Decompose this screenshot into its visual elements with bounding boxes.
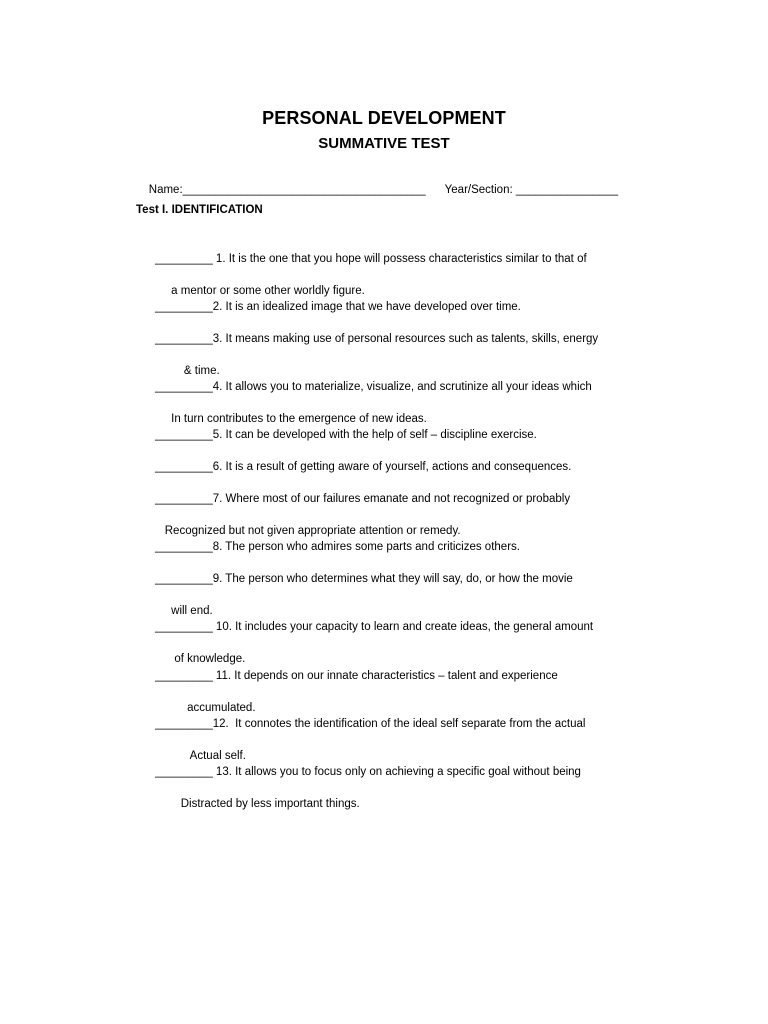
question-line: _________12. It connotes the identification of the ideal self separate from the actual bbox=[155, 718, 586, 730]
question-line: _________9. The person who determines what they will say, do, or how the movie bbox=[155, 573, 573, 585]
question-continuation: In turn contributes to the emergence of new ideas. bbox=[136, 413, 427, 425]
question-line: _________7. Where most of our failures emanate and not recognized or probably bbox=[155, 493, 571, 505]
question-continuation: a mentor or some other worldly figure. bbox=[136, 285, 365, 297]
question-line: _________ 11. It depends on our innate characteristics – talent and experience bbox=[155, 670, 558, 682]
question-continuation: Distracted by less important things. bbox=[136, 798, 360, 810]
page-subtitle: SUMMATIVE TEST bbox=[318, 135, 450, 152]
question-line: _________4. It allows you to materialize, visualize, and scrutinize all your ideas which bbox=[155, 381, 592, 393]
question-line: _________2. It is an idealized image that we have developed over time. bbox=[155, 301, 521, 313]
question-line: _________ 13. It allows you to focus only on achieving a specific goal without being bbox=[155, 766, 581, 778]
question-line: _________ 10. It includes your capacity to learn and create ideas, the general amount bbox=[155, 621, 594, 633]
question-continuation: will end. bbox=[136, 605, 213, 617]
year-section-field: Year/Section: ________________ bbox=[444, 184, 619, 196]
question-line: _________6. It is a result of getting aware of yourself, actions and consequences. bbox=[155, 461, 572, 473]
question-continuation: & time. bbox=[136, 365, 220, 377]
page-title: PERSONAL DEVELOPMENT bbox=[262, 108, 506, 128]
name-field: Name:______________________________________ bbox=[148, 184, 426, 196]
question-continuation: Recognized but not given appropriate attention or remedy. bbox=[136, 525, 461, 537]
question-line: _________3. It means making use of personal resources such as talents, skills, energy bbox=[155, 333, 599, 345]
question-continuation: accumulated. bbox=[136, 702, 256, 714]
question-continuation: of knowledge. bbox=[136, 653, 246, 665]
question-continuation: Actual self. bbox=[136, 750, 246, 762]
question-item bbox=[136, 748, 581, 844]
question-line: _________ 1. It is the one that you hope will possess characteristics similar to that of bbox=[155, 253, 587, 265]
question-line: _________8. The person who admires some parts and criticizes others. bbox=[155, 541, 520, 553]
student-info-row bbox=[136, 172, 618, 208]
question-line: _________5. It can be developed with the help of self – discipline exercise. bbox=[155, 429, 537, 441]
section-title: Test I. IDENTIFICATION bbox=[136, 204, 263, 216]
